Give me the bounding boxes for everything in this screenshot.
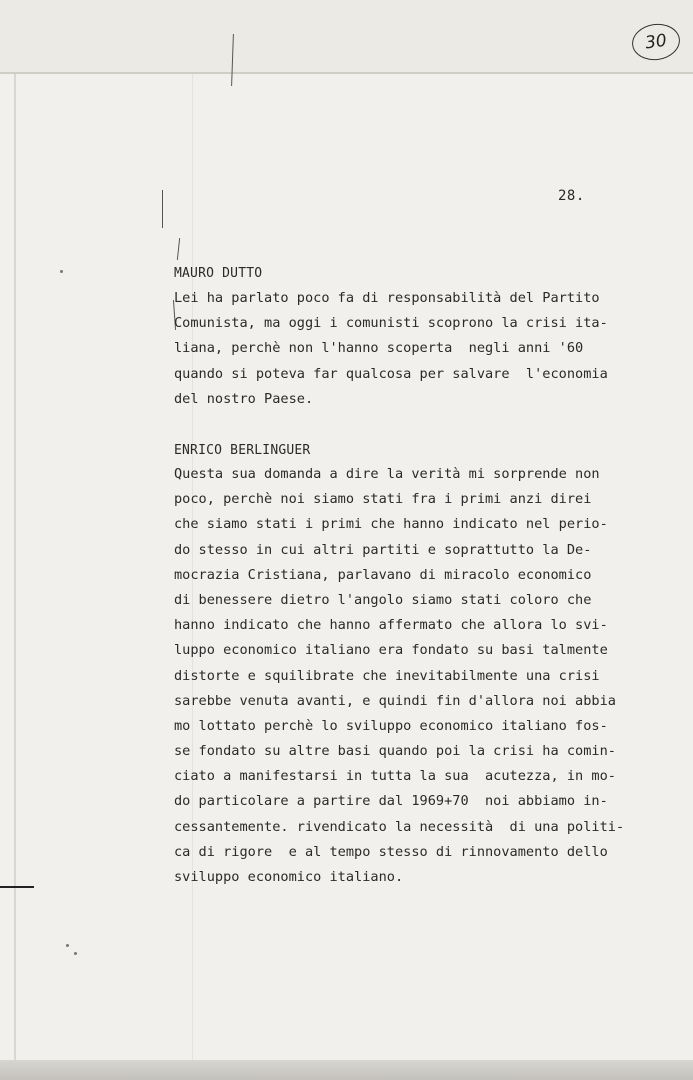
text-line: distorte e squilibrate che inevitabilmente una crisi [174, 667, 600, 684]
text-line: del nostro Paese. [174, 390, 314, 407]
pen-stroke-mark [162, 190, 163, 228]
top-margin-band [0, 0, 693, 72]
margin-dash-mark [0, 886, 34, 888]
text-line: Comunista, ma oggi i comunisti scoprono la crisi ita- [174, 315, 608, 332]
text-line: cessantemente. rivendicato la necessità di una politi- [174, 818, 625, 835]
speaker-name: MAURO DUTTO [174, 266, 263, 281]
text-line: mocrazia Cristiana, parlavano di miracolo economico [174, 566, 592, 583]
text-line: do particolare a partire dal 1969+70 noi abbiamo in- [174, 793, 608, 810]
text-line: mo lottato perchè lo sviluppo economico italiano fos- [174, 717, 608, 734]
text-line: poco, perchè noi siamo stati fra i primi anzi direi [174, 491, 592, 508]
text-line: sarebbe venuta avanti, e quindi fin d'allora noi abbia [174, 692, 616, 709]
text-line: ciato a manifestarsi in tutta la sua acutezza, in mo- [174, 768, 616, 785]
text-line: do stesso in cui altri partiti e soprattutto la De- [174, 541, 592, 558]
page-number: 28. [558, 188, 585, 204]
text-line: quando si poteva far qualcosa per salvare l'economia [174, 365, 608, 382]
text-line: sviluppo economico italiano. [174, 869, 404, 885]
text-line: hanno indicato che hanno affermato che allora lo svi- [174, 617, 608, 634]
pen-stroke-mark [177, 238, 180, 260]
archive-page-number: 30 [643, 30, 669, 54]
bottom-paper-edge [0, 1060, 693, 1080]
ink-speck [66, 944, 69, 947]
text-line: Lei ha parlato poco fa di responsabilità del Partito [174, 290, 600, 306]
fold-line [0, 72, 693, 74]
ink-speck [60, 270, 63, 273]
text-line: Questa sua domanda a dire la verità mi sorprende non [174, 466, 600, 482]
text-line: che siamo stati i primi che hanno indicato nel perio- [174, 516, 608, 533]
speaker-paragraph [174, 286, 634, 412]
speaker-paragraph [174, 462, 634, 890]
speaker-name: ENRICO BERLINGUER [174, 443, 311, 458]
text-line: di benessere dietro l'angolo siamo stati coloro che [174, 591, 592, 608]
text-line: se fondato su altre basi quando poi la crisi ha comin- [174, 743, 616, 760]
ink-speck [74, 952, 77, 955]
text-line: liana, perchè non l'hanno scoperta negli anni '60 [174, 340, 584, 357]
left-paper-edge [14, 74, 16, 1064]
text-line: ca di rigore e al tempo stesso di rinnovamento dello [174, 843, 608, 860]
text-line: luppo economico italiano era fondato su basi talmente [174, 642, 608, 659]
